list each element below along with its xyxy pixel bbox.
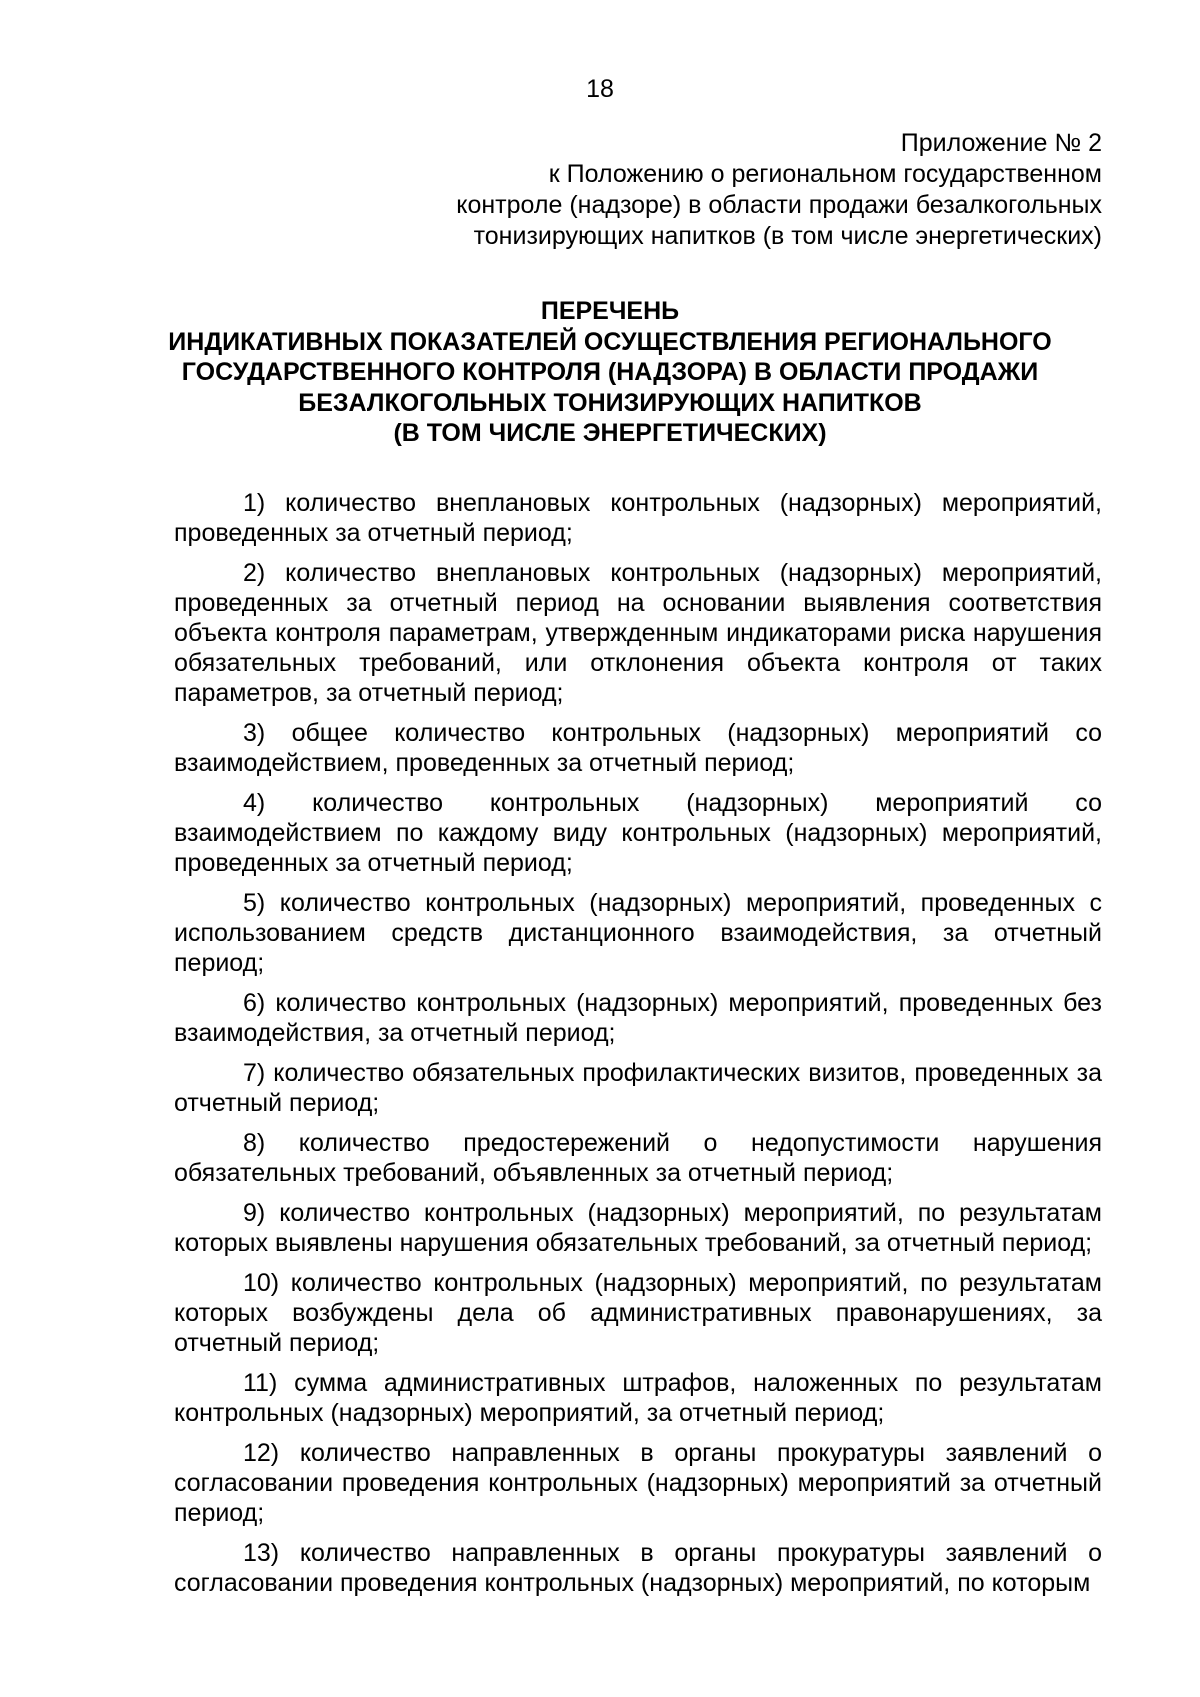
item-number: 11): [243, 1369, 278, 1397]
list-item: [174, 558, 1102, 708]
item-number: 3): [243, 719, 266, 747]
title-line: (В ТОМ ЧИСЛЕ ЭНЕРГЕТИЧЕСКИХ): [393, 419, 827, 447]
list-item: [174, 1268, 1102, 1358]
list-item: [174, 1438, 1102, 1528]
title-line: ИНДИКАТИВНЫХ ПОКАЗАТЕЛЕЙ ОСУЩЕСТВЛЕНИЯ РЕГИОНАЛЬНОГО: [168, 327, 1052, 356]
item-number: 10): [243, 1269, 280, 1297]
list-item: [174, 988, 1102, 1048]
item-text: количество контрольных (надзорных) мероприятий, по результатам которых возбуждены дела об административных правонарушениях, за отчетный период;: [174, 1269, 1102, 1357]
list-item: [174, 1538, 1102, 1598]
item-text: количество обязательных профилактических визитов, проведенных за отчетный период;: [174, 1059, 1102, 1117]
item-text: количество контрольных (надзорных) мероприятий, проведенных без взаимодействия, за отчетный период;: [174, 989, 1102, 1047]
appendix-line: к Положению о региональном государственном: [548, 160, 1102, 188]
list-item: [174, 1058, 1102, 1118]
item-text: количество предостережений о недопустимости нарушения обязательных требований, объявленных за отчетный период;: [174, 1129, 1102, 1187]
indicator-list: [174, 488, 1102, 1608]
title-line: ПЕРЕЧЕНЬ: [540, 297, 680, 325]
item-text: количество внеплановых контрольных (надзорных) мероприятий, проведенных за отчетный период;: [174, 489, 1103, 547]
item-number: 6): [243, 989, 266, 1017]
list-item: [174, 718, 1102, 778]
item-text: количество контрольных (надзорных) мероприятий, проведенных с использованием средств дистанционного взаимодействия, за отчетный период;: [174, 889, 1102, 977]
item-number: 4): [243, 789, 266, 817]
list-item: [174, 1198, 1102, 1258]
appendix-header: [382, 128, 1102, 252]
list-item: [174, 788, 1102, 878]
appendix-line: контроле (надзоре) в области продажи безалкогольных: [456, 191, 1102, 219]
title-line: ГОСУДАРСТВЕННОГО КОНТРОЛЯ (НАДЗОРА) В ОБЛАСТИ ПРОДАЖИ: [181, 358, 1039, 386]
item-number: 8): [243, 1129, 266, 1157]
item-text: количество направленных в органы прокуратуры заявлений о согласовании проведения контрольных (надзорных) мероприятий за отчетный период;: [174, 1439, 1102, 1527]
item-number: 7): [243, 1059, 266, 1087]
item-text: количество контрольных (надзорных) мероприятий, по результатам которых выявлены нарушения обязательных требований, за отчетный период;: [174, 1199, 1102, 1257]
item-number: 1): [243, 489, 266, 517]
list-item: [174, 1128, 1102, 1188]
item-text: сумма административных штрафов, наложенных по результатам контрольных (надзорных) мероприятий, за отчетный период;: [174, 1369, 1102, 1427]
page-number: 18: [586, 75, 614, 103]
list-item: [174, 488, 1102, 548]
item-number: 2): [243, 559, 266, 587]
item-text: количество контрольных (надзорных) мероприятий со взаимодействием по каждому виду контрольных (надзорных) мероприятий, проведенных за отчетный период;: [174, 789, 1102, 877]
list-item: [174, 1368, 1102, 1428]
item-text: количество внеплановых контрольных (надзорных) мероприятий, проведенных за отчетный период на основании выявления соответствия объекта контроля параметрам, утвержденным индикаторами риска нарушения обязательных требований, или отклонения объекта контроля от таких параметров, за отчетный период;: [174, 559, 1103, 707]
item-number: 5): [243, 889, 266, 917]
item-number: 9): [243, 1199, 266, 1227]
item-number: 13): [243, 1539, 280, 1567]
item-text: общее количество контрольных (надзорных) мероприятий со взаимодействием, проведенных за отчетный период;: [174, 719, 1102, 777]
appendix-line: тонизирующих напитков (в том числе энергетических): [473, 222, 1102, 250]
title-line: БЕЗАЛКОГОЛЬНЫХ ТОНИЗИРУЮЩИХ НАПИТКОВ: [298, 388, 922, 417]
document-title: [150, 296, 1070, 449]
list-item: [174, 888, 1102, 978]
item-number: 12): [243, 1439, 280, 1467]
item-text: количество направленных в органы прокуратуры заявлений о согласовании проведения контрольных (надзорных) мероприятий, по которым: [174, 1539, 1102, 1597]
appendix-line: Приложение № 2: [900, 129, 1102, 157]
